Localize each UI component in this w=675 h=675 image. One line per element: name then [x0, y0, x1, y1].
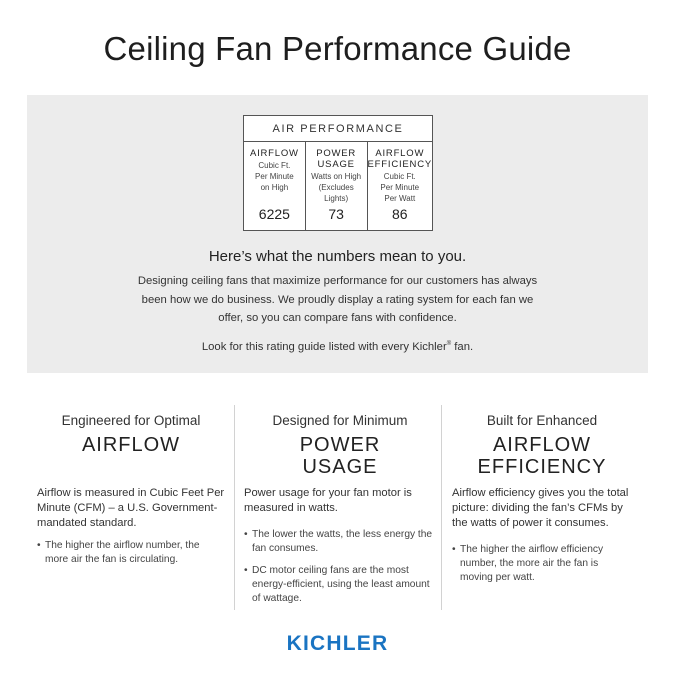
- power-usage-description: Power usage for your fan motor is measured in watts.: [244, 487, 412, 514]
- airflow-efficiency-column-title: AIRFLOW EFFICIENCY: [367, 148, 433, 170]
- airflow-efficiency-value: 86: [391, 206, 408, 222]
- explanation-body: Designing ceiling fans that maximize performance for our customers has always been how we do business. We proudly display a rating system for each fan we offer, so you can compare fans with confidence.: [137, 275, 538, 324]
- power-usage-column: [305, 142, 367, 230]
- airflow-big-title: AIRFLOW: [81, 434, 181, 456]
- airflow-column-unit: Cubic Ft. Per Minute on High: [255, 161, 294, 192]
- airflow-bullet: • The higher the airflow number, the more air the fan is circulating.: [37, 539, 225, 567]
- power-usage-value: 73: [328, 206, 344, 222]
- power-usage-bullet: • The lower the watts, the less energy the fan consumes.: [244, 528, 436, 556]
- power-usage-column-title: POWER USAGE: [316, 148, 357, 170]
- airflow-efficiency-big-title: AIRFLOW EFFICIENCY: [477, 434, 607, 478]
- explanation-heading: Here’s what the numbers mean to you.: [208, 248, 467, 265]
- air-performance-table: [243, 115, 433, 231]
- column-divider: [234, 405, 235, 610]
- airflow-efficiency-column-unit: Cubic Ft. Per Minute Per Watt: [380, 172, 420, 203]
- air-performance-header: AIR PERFORMANCE: [244, 116, 432, 142]
- airflow-efficiency-kicker: Built for Enhanced: [486, 413, 598, 428]
- airflow-efficiency-description: Airflow efficiency gives you the total picture: dividing the fan’s CFMs by the watts of power it consumes.: [452, 487, 629, 529]
- power-usage-bullet: • DC motor ceiling fans are the most energy-efficient, using the least amount of wattage.: [244, 564, 436, 606]
- power-usage-kicker: Designed for Minimum: [272, 413, 408, 428]
- power-usage-column-unit: Watts on High (Excludes Lights): [311, 172, 362, 203]
- airflow-efficiency-column: [367, 142, 432, 230]
- power-usage-info-column: [244, 405, 436, 610]
- kichler-logo: KICHLER: [286, 632, 389, 655]
- column-divider: [441, 405, 442, 610]
- airflow-kicker: Engineered for Optimal: [61, 413, 201, 428]
- airflow-column-title: AIRFLOW: [249, 148, 299, 159]
- page-title: Ceiling Fan Performance Guide: [103, 30, 572, 67]
- airflow-info-column: [37, 405, 225, 610]
- airflow-value: 6225: [258, 206, 290, 222]
- airflow-description: Airflow is measured in Cubic Feet Per Minute (CFM) – a U.S. Government-mandated standard.: [37, 487, 225, 529]
- power-usage-big-title: POWER USAGE: [299, 434, 381, 478]
- rating-guide-note: Look for this rating guide listed with every Kichler® fan.: [201, 341, 474, 353]
- airflow-efficiency-bullet: • The higher the airflow efficiency number, the more air the fan is moving per watt.: [452, 543, 632, 585]
- airflow-column: [244, 142, 305, 230]
- airflow-efficiency-info-column: [452, 405, 632, 610]
